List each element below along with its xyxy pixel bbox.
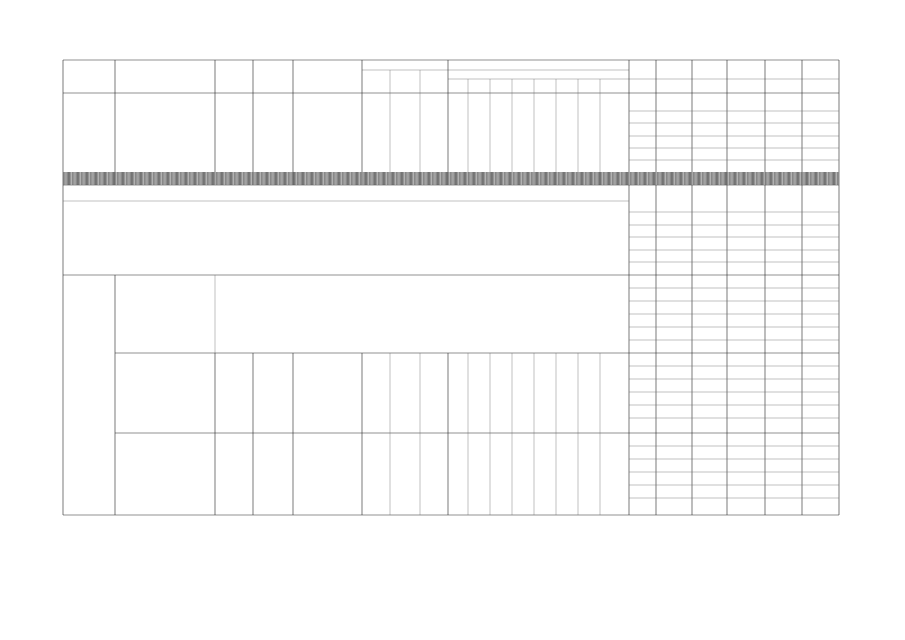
scan-artifact-band <box>63 172 839 185</box>
